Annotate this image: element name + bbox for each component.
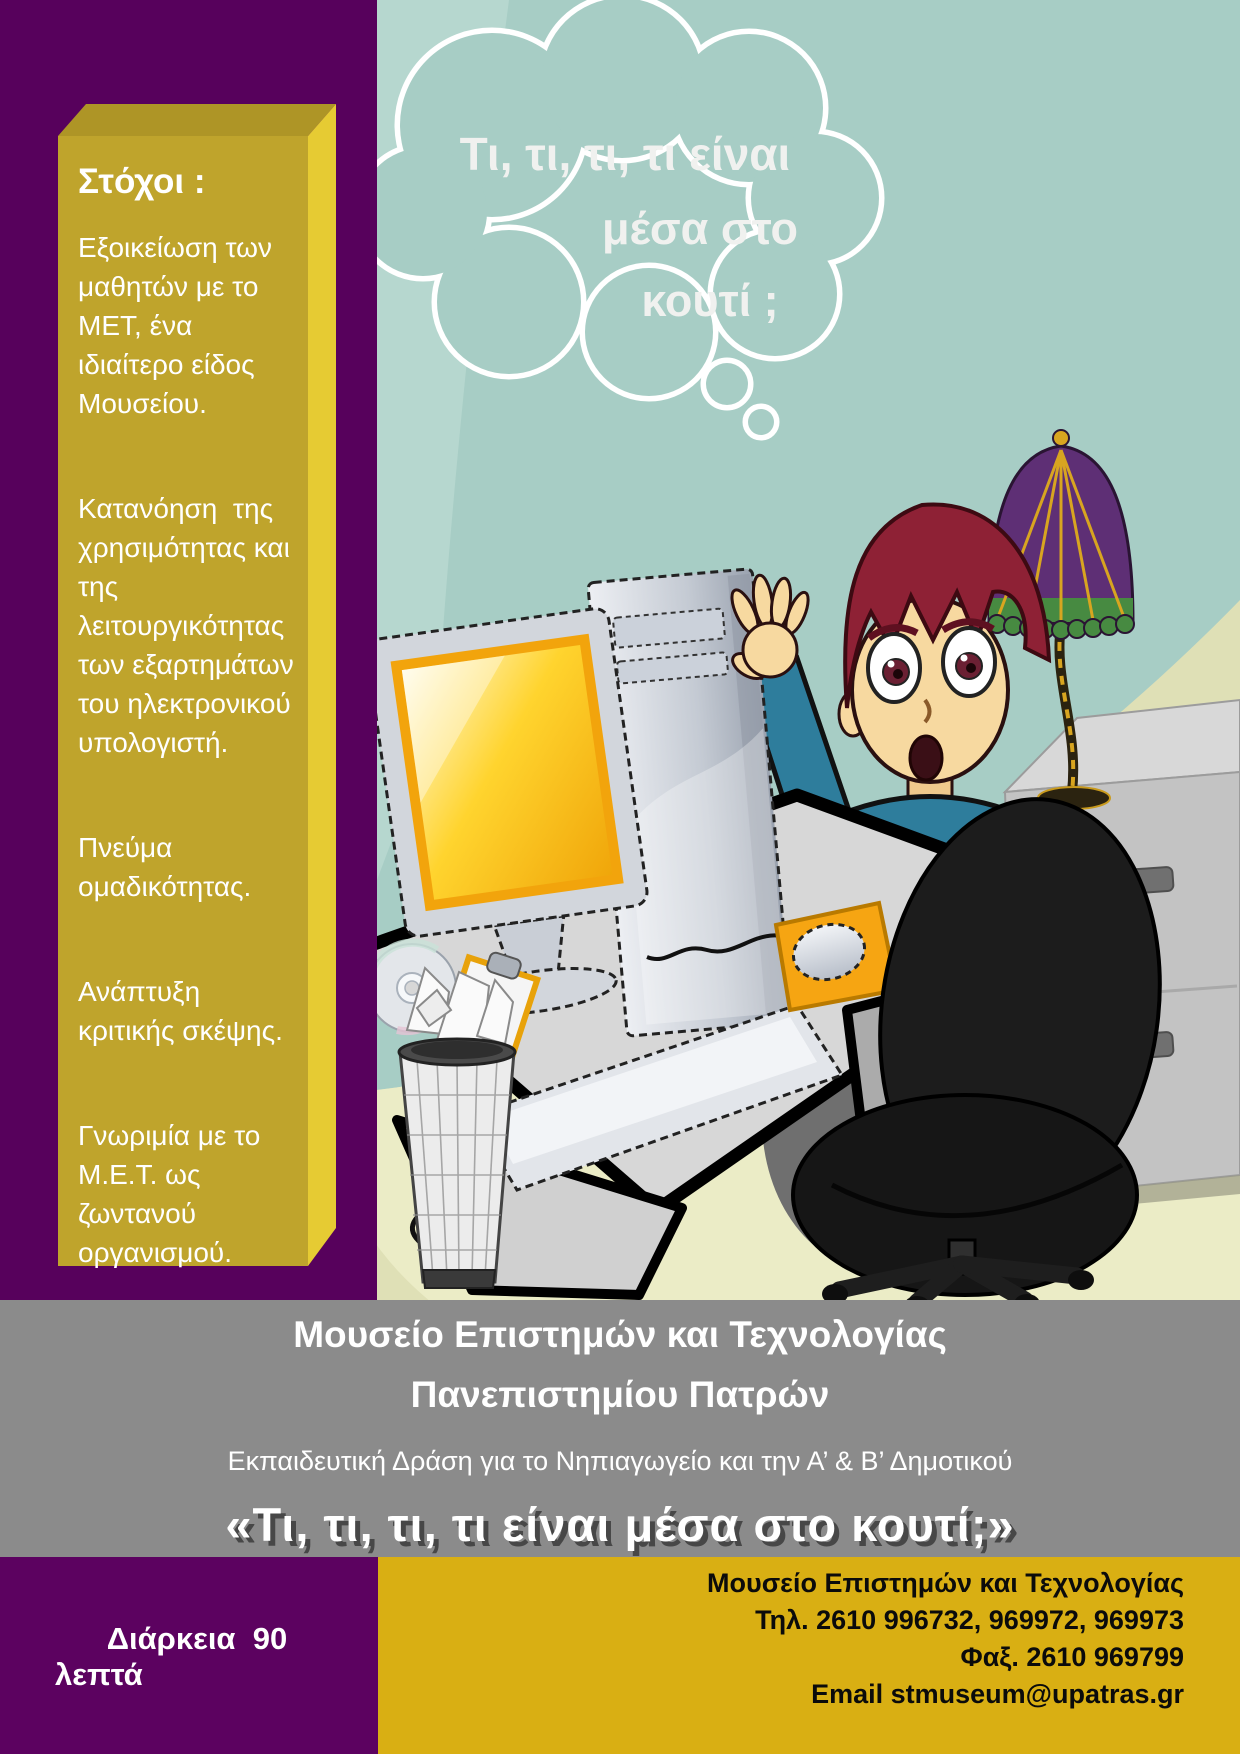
goal-item-2: Κατανόηση της χρησιμότητας και της λειτουργικότητας των εξαρτημάτων του ηλεκτρονικού υπολογιστή. <box>78 493 302 758</box>
goal-item-3: Πνεύμα ομαδικότητας. <box>78 832 252 902</box>
goal-item-1: Εξοικείωση των μαθητών με το ΜΕΤ, ένα ιδιαίτερο είδος Μουσείου. <box>78 232 280 419</box>
illustration-scene <box>377 0 1240 1300</box>
duration-text: Διάρκεια 90 λεπτά <box>55 1621 296 1692</box>
footer <box>0 1557 1240 1754</box>
goals-title: Στόχοι : <box>78 162 206 201</box>
illustration-svg <box>377 0 1240 1300</box>
boy-mouth-open <box>910 736 942 780</box>
goals-box-side-face <box>308 104 336 1266</box>
bubble-text-line1: Τι, τι, τι, τι είναι <box>459 128 791 180</box>
contact-box <box>378 1557 1240 1754</box>
duration-box <box>0 1557 378 1754</box>
bubble-text-line2: μέσα στο <box>602 203 798 254</box>
contact-name: Μουσείο Επιστημών και Τεχνολογίας <box>707 1568 1184 1598</box>
goals-box-top-face <box>58 104 336 136</box>
museum-title-line1: Μουσείο Επιστημών και Τεχνολογίας <box>293 1314 947 1355</box>
contact-email: Email stmuseum@upatras.gr <box>811 1679 1184 1709</box>
bubble-text-line3: κουτί ; <box>641 275 779 326</box>
goals-content <box>58 136 308 1266</box>
goals-box <box>50 100 340 1280</box>
bin-base-band <box>423 1270 495 1288</box>
left-purple-sidebar <box>0 0 377 1300</box>
banner-subtitle: Εκπαιδευτική Δράση για το Νηπιαγωγείο και την Α’ & Β’ Δημοτικού <box>227 1446 1013 1476</box>
banner-band <box>0 1300 1240 1557</box>
goal-item-5: Γνωριμία με το Μ.Ε.Τ. ως ζωντανού οργανισμού. <box>78 1120 269 1268</box>
contact-phone: Τηλ. 2610 996732, 969972, 969973 <box>755 1605 1184 1635</box>
banner-headline: «Τι, τι, τι, τι είναι μέσα στο κουτί;» <box>225 1498 1015 1551</box>
museum-title-line2: Πανεπιστημίου Πατρών <box>410 1374 830 1415</box>
contact-fax: Φαξ. 2610 969799 <box>960 1642 1184 1672</box>
goal-item-4: Ανάπτυξη κριτικής σκέψης. <box>78 976 283 1046</box>
